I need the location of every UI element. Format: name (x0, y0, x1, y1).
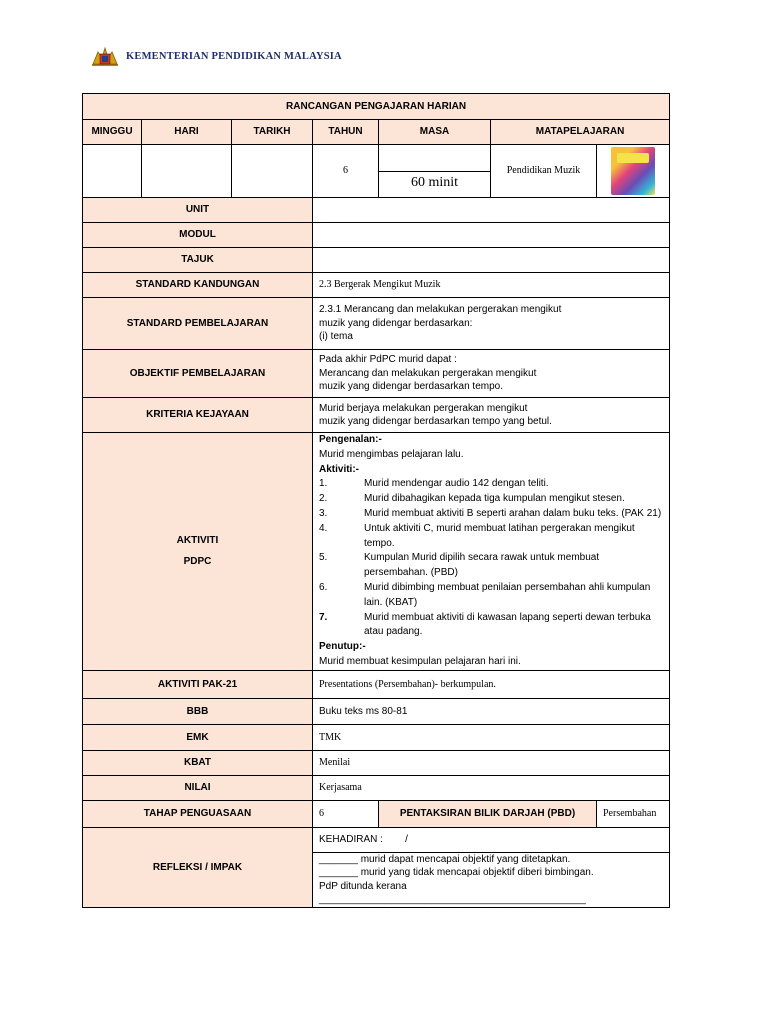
value-hari (142, 145, 232, 198)
ministry-name: KEMENTERIAN PENDIDIKAN MALAYSIA (126, 50, 342, 62)
sp-line-2: muzik yang didengar berdasarkan: (319, 317, 473, 329)
content-pak21: Presentations (Persembahan)- berkumpulan. (313, 670, 670, 698)
step-text: Murid dibimbing membuat penilaian persembahan ahli kumpulan lain. (KBAT) (364, 581, 651, 608)
step-text: Kumpulan Murid dipilih secara rawak untuk membuat persembahan. (PBD) (364, 552, 600, 579)
table-title: RANCANGAN PENGAJARAN HARIAN (83, 94, 670, 120)
label-kbat: KBAT (83, 750, 313, 775)
value-tarikh (232, 145, 313, 198)
value-masa-cell (379, 145, 491, 198)
step-text: Murid membuat aktiviti di kawasan lapang seperti dewan terbuka atau padang. (364, 611, 651, 638)
step-item (319, 507, 663, 522)
content-objektif (313, 350, 670, 398)
ministry-header (90, 43, 342, 69)
penutup-heading: Penutup:- (319, 641, 366, 653)
value-masa-top (379, 146, 490, 172)
content-aktiviti (313, 433, 670, 671)
content-standard-pembelajaran (313, 298, 670, 350)
step-text: Murid dibahagikan kepada tiga kumpulan mengikut stesen. (364, 493, 625, 505)
content-kbat: Menilai (313, 750, 670, 775)
label-aktiviti-1: AKTIVITI (176, 534, 219, 546)
label-kriteria: KRITERIA KEJAYAAN (83, 398, 313, 433)
content-kehadiran: KEHADIRAN : / (313, 827, 670, 852)
textbook-cover-image (597, 145, 670, 198)
sp-line-3: (i) tema (319, 331, 353, 343)
content-unit (313, 198, 670, 223)
step-text: Murid membuat aktiviti B seperti arahan dalam buku teks. (PAK 21) (364, 507, 662, 519)
label-objektif: OBJEKTIF PEMBELAJARAN (83, 350, 313, 398)
obj-line-1: Pada akhir PdPC murid dapat : (319, 354, 457, 366)
col-masa: MASA (379, 120, 491, 145)
step-item (319, 492, 663, 507)
label-tahap: TAHAP PENGUASAAN (83, 800, 313, 827)
value-masa: 60 minit (410, 175, 459, 191)
label-emk: EMK (83, 724, 313, 750)
col-tarikh: TARIKH (232, 120, 313, 145)
aktiviti-heading: Aktiviti:- (319, 463, 359, 475)
label-modul: MODUL (83, 223, 313, 248)
col-matapelajaran: MATAPELAJARAN (491, 120, 670, 145)
label-bbb: BBB (83, 698, 313, 724)
lesson-plan-table (82, 93, 670, 908)
step-item (319, 581, 663, 611)
content-kriteria (313, 398, 670, 433)
step-number: 2. (319, 493, 328, 505)
kk-line-1: Murid berjaya melakukan pergerakan mengikut (319, 402, 528, 414)
content-pbd: Persembahan (597, 800, 670, 827)
col-minggu: MINGGU (83, 120, 142, 145)
label-pak21: AKTIVITI PAK-21 (83, 670, 313, 698)
pengenalan-text: Murid mengimbas pelajaran lalu. (319, 448, 464, 460)
step-number: 3. (319, 507, 328, 519)
content-modul (313, 223, 670, 248)
label-tajuk: TAJUK (83, 248, 313, 273)
value-minggu (83, 145, 142, 198)
kk-line-2: muzik yang didengar berdasarkan tempo yang betul. (319, 416, 552, 427)
label-unit: UNIT (83, 198, 313, 223)
step-number: 1. (319, 478, 328, 490)
step-item (319, 611, 663, 641)
label-refleksi: REFLEKSI / IMPAK (83, 827, 313, 907)
content-bbb: Buku teks ms 80-81 (313, 698, 670, 724)
col-hari: HARI (142, 120, 232, 145)
label-pbd: PENTAKSIRAN BILIK DARJAH (PBD) (379, 800, 597, 827)
step-text: Untuk aktiviti C, murid membuat latihan pergerakan mengikut tempo. (364, 522, 635, 549)
content-nilai: Kerjasama (313, 775, 670, 800)
label-nilai: NILAI (83, 775, 313, 800)
step-number: 6. (319, 581, 328, 593)
penutup-text: Murid membuat kesimpulan pelajaran hari ini. (319, 655, 521, 667)
label-aktiviti-2: PDPC (183, 556, 212, 568)
step-number: 5. (319, 552, 328, 564)
step-number: 7. (319, 611, 328, 623)
label-standard-kandungan: STANDARD KANDUNGAN (83, 273, 313, 298)
step-item (319, 551, 663, 581)
step-item (319, 522, 663, 552)
obj-line-3: muzik yang didengar berdasarkan tempo. (319, 381, 503, 393)
col-tahun: TAHUN (313, 120, 379, 145)
content-tajuk (313, 248, 670, 273)
refleksi-line-3: PdP ditunda kerana ________________________________________________ (319, 880, 586, 906)
content-emk: TMK (313, 724, 670, 750)
crest-logo (90, 44, 120, 68)
pengenalan-heading: Pengenalan:- (319, 434, 382, 445)
value-matapelajaran: Pendidikan Muzik (491, 145, 597, 198)
content-tahap: 6 (313, 800, 379, 827)
sp-line-1: 2.3.1 Merancang dan melakukan pergerakan mengikut (319, 304, 562, 316)
step-number: 4. (319, 522, 328, 534)
step-text: Murid mendengar audio 142 dengan teliti. (364, 478, 549, 490)
label-aktiviti (83, 433, 313, 671)
content-standard-kandungan: 2.3 Bergerak Mengikut Muzik (313, 273, 670, 298)
refleksi-line-1: _______ murid dapat mencapai objektif yang ditetapkan. (319, 853, 571, 865)
obj-line-2: Merancang dan melakukan pergerakan mengikut (319, 367, 537, 379)
step-item (319, 477, 663, 492)
label-standard-pembelajaran: STANDARD PEMBELAJARAN (83, 298, 313, 350)
refleksi-line-2: _______ murid yang tidak mencapai objektif diberi bimbingan. (319, 867, 594, 879)
content-refleksi (313, 852, 670, 907)
value-tahun: 6 (313, 145, 379, 198)
